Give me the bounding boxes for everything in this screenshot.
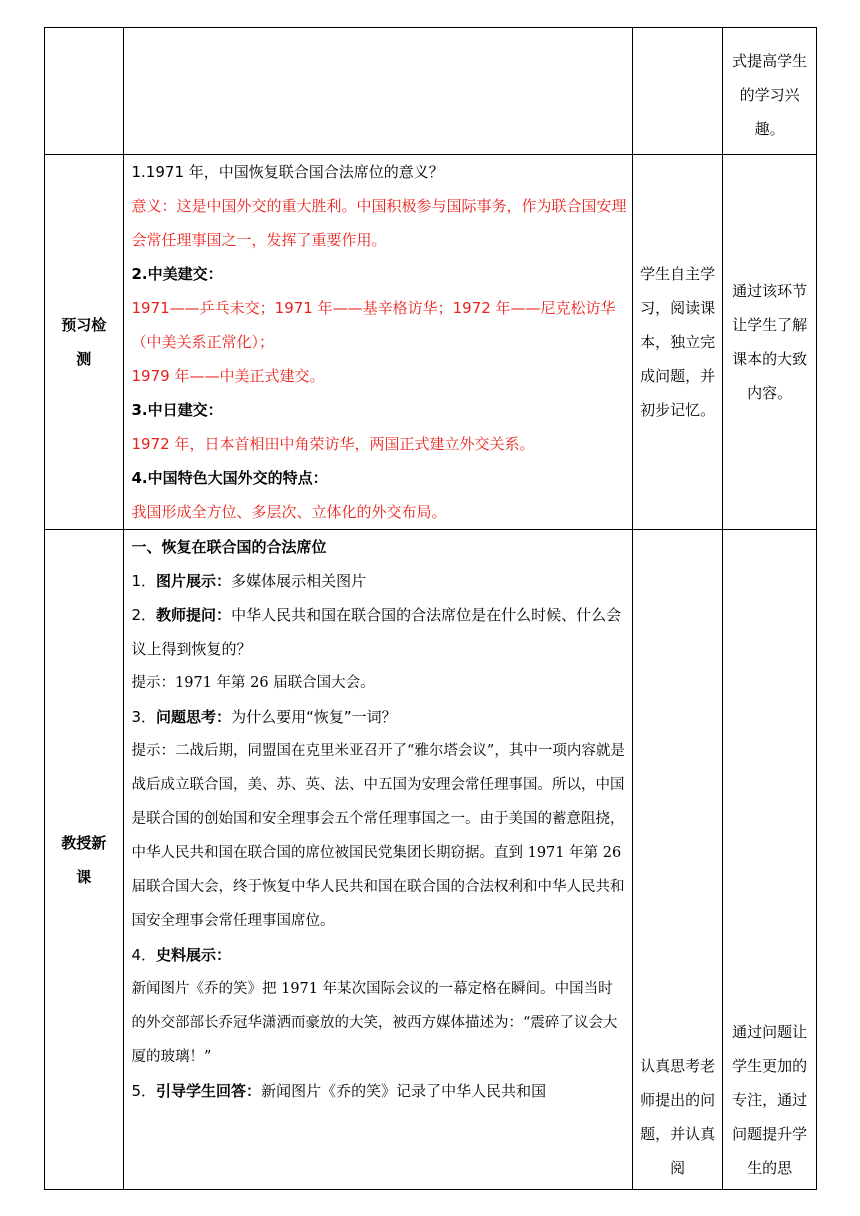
- table-row: [45, 155, 817, 530]
- teach-objective: 通过问题让学生更加的专注，通过问题提升学生的思: [732, 1023, 808, 1177]
- teach-label: 教授新课: [61, 833, 107, 886]
- preview-q1: 1.1971 年，中国恢复联合国合法席位的意义？: [131, 163, 444, 181]
- teach-student-activity: 认真思考老师提出的问题，并认真阅: [640, 1057, 716, 1177]
- row1-content-cell: [123, 28, 632, 155]
- preview-q2: 2.中美建交：: [131, 265, 223, 283]
- preview-a3: 1972 年，日本首相田中角荣访华，两国正式建立外交关系。: [131, 435, 535, 453]
- preview-student-cell: [632, 155, 723, 530]
- teach-step-1: 1．图片展示：多媒体展示相关图片: [131, 572, 367, 590]
- teach-objective-cell: [723, 530, 817, 1190]
- teach-heading: 一、恢复在联合国的合法席位: [131, 538, 327, 556]
- preview-label: 预习检测: [61, 316, 107, 368]
- teach-student-cell: [632, 530, 723, 1190]
- preview-content-cell: [123, 155, 632, 530]
- teach-step-5: 5．引导学生回答：新闻图片《乔的笑》记录了中华人民共和国: [131, 1082, 547, 1100]
- teach-step-4-text: 新闻图片《乔的笑》把 1971 年某次国际会议的一幕定格在瞬间。中国当时的外交部部长乔冠华潇洒而豪放的大笑，被西方媒体描述为：“震碎了议会大厦的玻璃！”: [131, 981, 618, 1065]
- preview-a1: 意义：这是中国外交的重大胜利。中国积极参与国际事务，作为联合国安理会常任理事国之一，发挥了重要作用。: [131, 197, 627, 249]
- teach-content-cell: [123, 530, 632, 1190]
- teach-step-3-hint: 提示：二战后期，同盟国在克里米亚召开了“雅尔塔会议”，其中一项内容就是战后成立联合国，美、苏、英、法、中五国为安理会常任理事国。所以，中国是联合国的创始国和安全理事会五个常任理事国之一。由于美国的蓄意阻挠，中华人民共和国在联合国的席位被国民党集团长期窃据。直到 1971 年第 26 届联合国大会，终于恢复中华人民共和国在联合国的合法权利和中华人民共和国安全理事会常任理事国席位。: [131, 743, 625, 929]
- row1-student-cell: [632, 28, 723, 155]
- preview-a4: 我国形成全方位、多层次、立体化的外交布局。: [131, 503, 447, 521]
- preview-label-cell: [45, 155, 124, 530]
- preview-q3: 3.中日建交：: [131, 401, 223, 419]
- row1-objective: 式提高学生的学习兴趣。: [732, 52, 808, 138]
- preview-a2a: 1971——乒乓未交；1971 年——基辛格访华；1972 年——尼克松访华（中美关系正常化）；: [131, 299, 616, 351]
- preview-student-activity: 学生自主学习，阅读课本，独立完成问题，并初步记忆。: [640, 265, 716, 419]
- preview-q4: 4.中国特色大国外交的特点：: [131, 469, 328, 487]
- teach-label-cell: [45, 530, 124, 1190]
- table-row: [45, 530, 817, 1190]
- preview-a2b: 1979 年——中美正式建交。: [131, 367, 325, 385]
- row1-objective-cell: [723, 28, 817, 155]
- teach-step-2: 2．教师提问：中华人民共和国在联合国的合法席位是在什么时候、什么会议上得到恢复的？: [131, 606, 622, 658]
- teach-step-2-hint: 提示：1971 年第 26 届联合国大会。: [131, 675, 375, 691]
- preview-objective-cell: [723, 155, 817, 530]
- lesson-plan-table: [44, 27, 817, 1190]
- preview-objective: 通过该环节让学生了解课本的大致内容。: [732, 282, 808, 402]
- table-row: [45, 28, 817, 155]
- teach-step-3: 3．问题思考：为什么要用“恢复”一词？: [131, 708, 397, 726]
- teach-step-4: 4．史料展示：: [131, 946, 232, 964]
- row1-label-cell: [45, 28, 124, 155]
